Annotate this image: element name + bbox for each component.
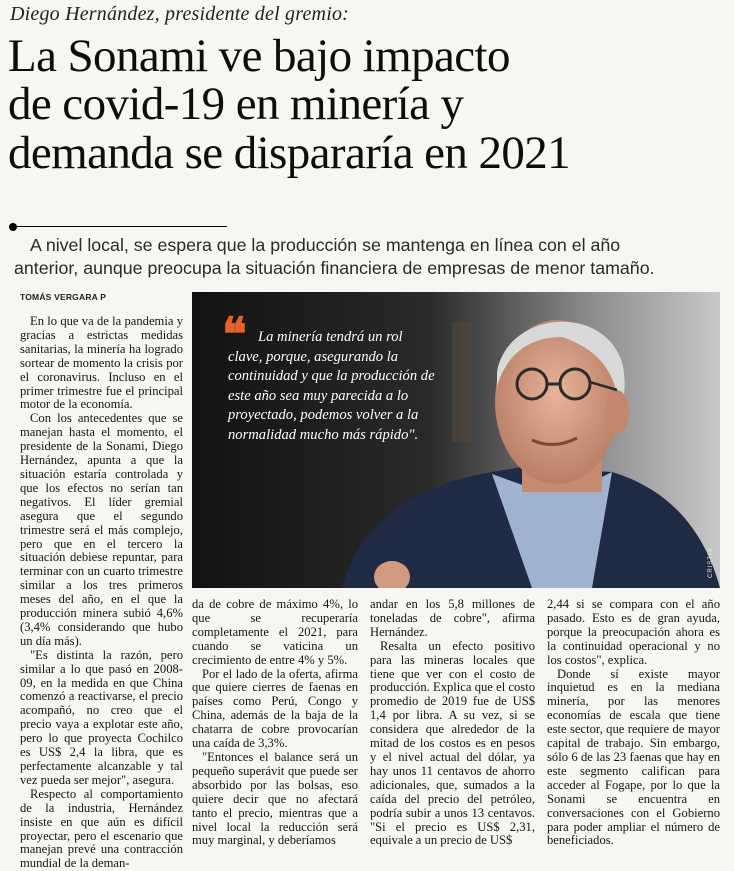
- quote-line: normalidad mucho más rápido".: [228, 426, 419, 443]
- article-column-3: [370, 598, 535, 848]
- kicker: Diego Hernández, presidente del gremio:: [10, 3, 350, 25]
- headline-line: La Sonami ve bajo impacto: [8, 30, 510, 82]
- paragraph: Con los antecedentes que se manejan hasta el momento, el presidente de la Sonami, Diego Hernández, apunta a que la situación estaría controlada y que los efectos no serían tan negativos. El líder gremial asegura que el segundo trimestre será el más complejo, pero que en el tercero la situación debiese repuntar, para terminar con un cuarto trimestre similar a los tres primeros meses del año, en el que la producción minera subió 4,6% (3,4% considerando que hubo un día más).: [20, 411, 183, 648]
- paragraph: da de cobre de máximo 4%, lo que se recuperaría completamente el 2021, para cuando se vaticina un crecimiento de entre 4% y 5%.: [192, 597, 358, 667]
- paragraph: andar en los 5,8 millones de toneladas de cobre", afirma Hernández.: [370, 597, 535, 639]
- paragraph: Resalta un efecto positivo para las mineras locales que tiene que ver con el costo de producción. Explica que el costo promedio de 2019 fue de US$ 1,4 por libra. A su vez, si se considera que alrededor de la mitad de los costos es en pesos y el nivel actual del dólar, ya hay unos 11 centavos de ahorro adicionales, que, sumados a la caída del precio del petróleo, podría subir a unos 13 centavos. "Si el precio es US$ 2,31, equivale a un precio de US$: [370, 638, 535, 848]
- article-column-4: [547, 598, 720, 848]
- paragraph: Por el lado de la oferta, afirma que quiere cierres de faenas en países como Perú, Congo y China, además de la baja de la chatarra de cobre provocarían una caída de 3,3%.: [192, 666, 358, 751]
- quote-mark-icon: ❝: [222, 309, 247, 360]
- dek: [14, 234, 726, 280]
- quote-line: clave, porque, asegurando la: [228, 348, 399, 365]
- byline: TOMÁS VERGARA P: [20, 292, 107, 302]
- paragraph: "Es distinta la razón, pero similar a lo que pasó en 2008-09, en la medida en que China comenzó a reactivarse, el precio acompañó, no creo que el precio vaya a explotar este año, pero lo que proyecta Cochilco es US$ 2,4 la libra, que es perfectamente alcanzable y tal vez pueda ser mejor", asegura.: [20, 647, 183, 787]
- paragraph: En lo que va de la pandemia y gracias a estrictas medidas sanitarias, la minería ha logrado sortear de momento la crisis por el coronavirus. Incluso en el primer trimestre fue el principal motor de la economía.: [20, 314, 183, 412]
- quote-line: continuidad y que la producción de: [228, 368, 435, 385]
- article-column-2: [192, 598, 358, 848]
- paragraph: Donde sí existe mayor inquietud es en la mediana minería, por las menores economías de escala que tiene este sector, que requiere de mayor capital de trabajo. Sin embargo, sólo 6 de las 23 faenas que hay en este segmento califican para acceder al Fogape, por lo que la Sonami se encuentra en conversaciones con el Gobierno para poder ampliar el número de beneficiados.: [547, 666, 720, 848]
- section-bullet: [9, 223, 17, 231]
- pull-quote: [228, 328, 478, 446]
- paragraph: 2,44 si se compara con el año pasado. Esto es de gran ayuda, porque la preocupación ahora es la continuidad operacional y no los costos", explica.: [547, 597, 720, 667]
- paragraph: "Entonces el balance será un pequeño superávit que puede ser absorbido por las bolsas, eso quiere decir que no afectará tanto el precio, mientras que a nivel local la reducción será muy marginal, y deberíamos: [192, 749, 358, 848]
- dek-line: A nivel local, se espera que la producción se mantenga en línea con el año: [30, 235, 621, 255]
- paragraph: Respecto al comportamiento de la industria, Hernández insiste en que aún es difícil proyectar, pero el escenario que manejan prevé una contracción mundial de la deman-: [20, 786, 183, 871]
- quote-line: La minería tendrá un rol: [258, 329, 403, 345]
- headline-line: demanda se dispararía en 2021: [8, 126, 571, 179]
- dek-line: anterior, aunque preocupa la situación financiera de empresas de menor tamaño.: [14, 258, 655, 279]
- divider: [17, 226, 227, 227]
- headline-line: de covid-19 en minería y: [8, 78, 464, 131]
- quote-line: proyectado, podemos volver a la: [228, 407, 419, 424]
- quote-line: este año sea muy parecida a lo: [228, 387, 409, 404]
- photo-credit: CRISTIA: [708, 547, 714, 578]
- article-column-1: [20, 315, 183, 871]
- headline: [8, 32, 728, 177]
